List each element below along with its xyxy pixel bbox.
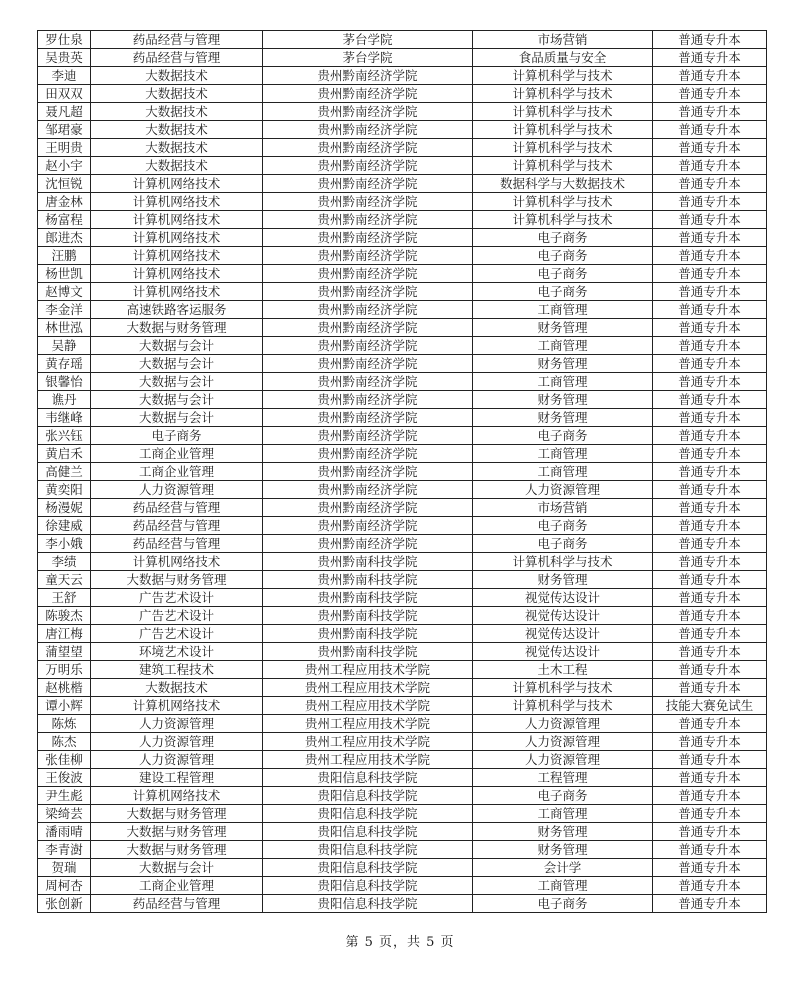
admitted-major-cell: 电子商务 bbox=[473, 517, 653, 535]
admitted-school-cell: 贵州工程应用技术学院 bbox=[263, 733, 473, 751]
admitted-school-cell: 贵州黔南科技学院 bbox=[263, 553, 473, 571]
student-name-cell: 聂凡超 bbox=[38, 103, 91, 121]
admission-type-cell: 普通专升本 bbox=[653, 139, 767, 157]
original-major-cell: 广告艺术设计 bbox=[91, 589, 263, 607]
admitted-school-cell: 贵阳信息科技学院 bbox=[263, 859, 473, 877]
original-major-cell: 计算机网络技术 bbox=[91, 283, 263, 301]
admitted-school-cell: 贵阳信息科技学院 bbox=[263, 823, 473, 841]
original-major-cell: 环境艺术设计 bbox=[91, 643, 263, 661]
student-name-cell: 李迪 bbox=[38, 67, 91, 85]
admission-type-cell: 普通专升本 bbox=[653, 535, 767, 553]
admitted-major-cell: 市场营销 bbox=[473, 31, 653, 49]
admitted-major-cell: 财务管理 bbox=[473, 841, 653, 859]
student-name-cell: 蒲望望 bbox=[38, 643, 91, 661]
admission-type-cell: 普通专升本 bbox=[653, 427, 767, 445]
admission-type-cell: 普通专升本 bbox=[653, 355, 767, 373]
table-row bbox=[38, 589, 767, 607]
admitted-major-cell: 视觉传达设计 bbox=[473, 643, 653, 661]
student-name-cell: 李小娥 bbox=[38, 535, 91, 553]
admitted-school-cell: 贵州黔南经济学院 bbox=[263, 121, 473, 139]
admitted-school-cell: 贵州黔南经济学院 bbox=[263, 391, 473, 409]
original-major-cell: 建设工程管理 bbox=[91, 769, 263, 787]
admitted-school-cell: 贵阳信息科技学院 bbox=[263, 787, 473, 805]
table-row bbox=[38, 85, 767, 103]
table-row bbox=[38, 823, 767, 841]
admission-type-cell: 普通专升本 bbox=[653, 31, 767, 49]
admission-type-cell: 普通专升本 bbox=[653, 625, 767, 643]
table-row bbox=[38, 373, 767, 391]
student-name-cell: 徐建威 bbox=[38, 517, 91, 535]
admission-type-cell: 普通专升本 bbox=[653, 373, 767, 391]
student-name-cell: 张创新 bbox=[38, 895, 91, 913]
student-name-cell: 黄奕阳 bbox=[38, 481, 91, 499]
admission-type-cell: 普通专升本 bbox=[653, 823, 767, 841]
table-row bbox=[38, 805, 767, 823]
table-row bbox=[38, 211, 767, 229]
original-major-cell: 计算机网络技术 bbox=[91, 211, 263, 229]
table-row bbox=[38, 553, 767, 571]
original-major-cell: 大数据与财务管理 bbox=[91, 805, 263, 823]
admitted-school-cell: 贵州黔南经济学院 bbox=[263, 139, 473, 157]
table-row bbox=[38, 697, 767, 715]
admitted-school-cell: 贵州黔南经济学院 bbox=[263, 175, 473, 193]
admitted-school-cell: 贵州黔南经济学院 bbox=[263, 247, 473, 265]
admission-type-cell: 普通专升本 bbox=[653, 589, 767, 607]
original-major-cell: 大数据与会计 bbox=[91, 337, 263, 355]
admitted-major-cell: 电子商务 bbox=[473, 283, 653, 301]
admitted-major-cell: 工商管理 bbox=[473, 877, 653, 895]
admitted-major-cell: 视觉传达设计 bbox=[473, 607, 653, 625]
admitted-major-cell: 人力资源管理 bbox=[473, 733, 653, 751]
original-major-cell: 大数据与会计 bbox=[91, 859, 263, 877]
original-major-cell: 人力资源管理 bbox=[91, 733, 263, 751]
table-row bbox=[38, 499, 767, 517]
admitted-school-cell: 贵州黔南经济学院 bbox=[263, 229, 473, 247]
student-name-cell: 谯丹 bbox=[38, 391, 91, 409]
student-name-cell: 张佳柳 bbox=[38, 751, 91, 769]
admitted-major-cell: 工程管理 bbox=[473, 769, 653, 787]
admitted-school-cell: 贵阳信息科技学院 bbox=[263, 805, 473, 823]
admitted-major-cell: 计算机科学与技术 bbox=[473, 67, 653, 85]
table-row bbox=[38, 535, 767, 553]
admitted-school-cell: 贵州工程应用技术学院 bbox=[263, 679, 473, 697]
original-major-cell: 大数据与会计 bbox=[91, 355, 263, 373]
admitted-school-cell: 贵州黔南经济学院 bbox=[263, 427, 473, 445]
admission-type-cell: 普通专升本 bbox=[653, 229, 767, 247]
table-row bbox=[38, 247, 767, 265]
admitted-major-cell: 工商管理 bbox=[473, 373, 653, 391]
admission-type-cell: 普通专升本 bbox=[653, 733, 767, 751]
original-major-cell: 大数据与财务管理 bbox=[91, 841, 263, 859]
original-major-cell: 建筑工程技术 bbox=[91, 661, 263, 679]
admitted-major-cell: 电子商务 bbox=[473, 895, 653, 913]
table-row bbox=[38, 193, 767, 211]
original-major-cell: 大数据与财务管理 bbox=[91, 319, 263, 337]
admitted-school-cell: 贵州黔南经济学院 bbox=[263, 409, 473, 427]
original-major-cell: 广告艺术设计 bbox=[91, 607, 263, 625]
student-name-cell: 吴静 bbox=[38, 337, 91, 355]
student-name-cell: 韦继峰 bbox=[38, 409, 91, 427]
student-name-cell: 李绩 bbox=[38, 553, 91, 571]
admission-type-cell: 普通专升本 bbox=[653, 571, 767, 589]
table-row bbox=[38, 337, 767, 355]
admitted-school-cell: 贵州黔南经济学院 bbox=[263, 337, 473, 355]
admitted-school-cell: 贵州黔南经济学院 bbox=[263, 301, 473, 319]
admitted-major-cell: 工商管理 bbox=[473, 301, 653, 319]
admitted-major-cell: 计算机科学与技术 bbox=[473, 697, 653, 715]
original-major-cell: 药品经营与管理 bbox=[91, 499, 263, 517]
admitted-major-cell: 数据科学与大数据技术 bbox=[473, 175, 653, 193]
table-row bbox=[38, 157, 767, 175]
admission-type-cell: 普通专升本 bbox=[653, 103, 767, 121]
admission-type-cell: 普通专升本 bbox=[653, 553, 767, 571]
admission-type-cell: 普通专升本 bbox=[653, 679, 767, 697]
page-footer: 第 5 页，共 5 页 bbox=[345, 935, 455, 950]
admitted-school-cell: 贵州黔南经济学院 bbox=[263, 265, 473, 283]
original-major-cell: 人力资源管理 bbox=[91, 715, 263, 733]
admission-type-cell: 普通专升本 bbox=[653, 859, 767, 877]
admission-type-cell: 普通专升本 bbox=[653, 661, 767, 679]
admission-type-cell: 普通专升本 bbox=[653, 607, 767, 625]
original-major-cell: 药品经营与管理 bbox=[91, 49, 263, 67]
admitted-major-cell: 计算机科学与技术 bbox=[473, 85, 653, 103]
admitted-school-cell: 贵州工程应用技术学院 bbox=[263, 715, 473, 733]
student-name-cell: 黄存瑶 bbox=[38, 355, 91, 373]
student-name-cell: 唐江梅 bbox=[38, 625, 91, 643]
table-row bbox=[38, 715, 767, 733]
admission-type-cell: 普通专升本 bbox=[653, 283, 767, 301]
admitted-school-cell: 贵州工程应用技术学院 bbox=[263, 697, 473, 715]
admitted-major-cell: 财务管理 bbox=[473, 391, 653, 409]
student-name-cell: 唐金林 bbox=[38, 193, 91, 211]
admission-type-cell: 普通专升本 bbox=[653, 319, 767, 337]
table-row bbox=[38, 301, 767, 319]
admission-type-cell: 普通专升本 bbox=[653, 409, 767, 427]
student-name-cell: 杨世凯 bbox=[38, 265, 91, 283]
admitted-major-cell: 计算机科学与技术 bbox=[473, 679, 653, 697]
table-row bbox=[38, 427, 767, 445]
admitted-major-cell: 电子商务 bbox=[473, 247, 653, 265]
original-major-cell: 大数据技术 bbox=[91, 139, 263, 157]
admitted-school-cell: 贵阳信息科技学院 bbox=[263, 769, 473, 787]
admitted-school-cell: 贵州黔南经济学院 bbox=[263, 463, 473, 481]
student-name-cell: 尹生彪 bbox=[38, 787, 91, 805]
table-row bbox=[38, 463, 767, 481]
admitted-major-cell: 人力资源管理 bbox=[473, 751, 653, 769]
admission-type-cell: 普通专升本 bbox=[653, 445, 767, 463]
student-name-cell: 吴贵英 bbox=[38, 49, 91, 67]
admitted-school-cell: 贵州黔南经济学院 bbox=[263, 481, 473, 499]
admitted-major-cell: 电子商务 bbox=[473, 265, 653, 283]
admission-type-cell: 普通专升本 bbox=[653, 175, 767, 193]
table-row bbox=[38, 733, 767, 751]
table-row bbox=[38, 787, 767, 805]
student-name-cell: 王舒 bbox=[38, 589, 91, 607]
admitted-school-cell: 贵阳信息科技学院 bbox=[263, 895, 473, 913]
student-name-cell: 梁绮芸 bbox=[38, 805, 91, 823]
admitted-school-cell: 贵阳信息科技学院 bbox=[263, 877, 473, 895]
admitted-school-cell: 贵州黔南经济学院 bbox=[263, 85, 473, 103]
admission-type-cell: 普通专升本 bbox=[653, 301, 767, 319]
original-major-cell: 大数据技术 bbox=[91, 67, 263, 85]
student-name-cell: 李青澍 bbox=[38, 841, 91, 859]
original-major-cell: 大数据技术 bbox=[91, 85, 263, 103]
admitted-major-cell: 计算机科学与技术 bbox=[473, 121, 653, 139]
admitted-school-cell: 贵州黔南经济学院 bbox=[263, 355, 473, 373]
admission-type-cell: 普通专升本 bbox=[653, 337, 767, 355]
original-major-cell: 大数据与财务管理 bbox=[91, 571, 263, 589]
admission-type-cell: 普通专升本 bbox=[653, 877, 767, 895]
original-major-cell: 药品经营与管理 bbox=[91, 517, 263, 535]
table-row bbox=[38, 571, 767, 589]
admitted-major-cell: 工商管理 bbox=[473, 463, 653, 481]
original-major-cell: 大数据与会计 bbox=[91, 391, 263, 409]
admitted-school-cell: 贵州黔南科技学院 bbox=[263, 589, 473, 607]
admitted-major-cell: 工商管理 bbox=[473, 805, 653, 823]
admitted-school-cell: 贵州黔南经济学院 bbox=[263, 517, 473, 535]
admitted-school-cell: 贵州工程应用技术学院 bbox=[263, 751, 473, 769]
student-name-cell: 张兴钰 bbox=[38, 427, 91, 445]
table-row bbox=[38, 319, 767, 337]
admission-type-cell: 普通专升本 bbox=[653, 787, 767, 805]
table-row bbox=[38, 409, 767, 427]
admission-type-cell: 普通专升本 bbox=[653, 499, 767, 517]
table-row bbox=[38, 841, 767, 859]
student-name-cell: 王明贵 bbox=[38, 139, 91, 157]
original-major-cell: 人力资源管理 bbox=[91, 751, 263, 769]
admitted-school-cell: 贵州黔南经济学院 bbox=[263, 67, 473, 85]
table-row bbox=[38, 283, 767, 301]
student-name-cell: 郎进杰 bbox=[38, 229, 91, 247]
table-row bbox=[38, 769, 767, 787]
admission-type-cell: 普通专升本 bbox=[653, 805, 767, 823]
admission-type-cell: 普通专升本 bbox=[653, 895, 767, 913]
table-row bbox=[38, 877, 767, 895]
student-name-cell: 陈炼 bbox=[38, 715, 91, 733]
admitted-major-cell: 财务管理 bbox=[473, 355, 653, 373]
admission-type-cell: 普通专升本 bbox=[653, 157, 767, 175]
original-major-cell: 药品经营与管理 bbox=[91, 31, 263, 49]
original-major-cell: 广告艺术设计 bbox=[91, 625, 263, 643]
admission-type-cell: 普通专升本 bbox=[653, 751, 767, 769]
table-row bbox=[38, 751, 767, 769]
student-name-cell: 赵小宇 bbox=[38, 157, 91, 175]
original-major-cell: 药品经营与管理 bbox=[91, 895, 263, 913]
table-row bbox=[38, 31, 767, 49]
admitted-major-cell: 财务管理 bbox=[473, 571, 653, 589]
admitted-school-cell: 贵州黔南经济学院 bbox=[263, 499, 473, 517]
table-row bbox=[38, 661, 767, 679]
original-major-cell: 大数据技术 bbox=[91, 121, 263, 139]
original-major-cell: 大数据与会计 bbox=[91, 373, 263, 391]
student-name-cell: 陈杰 bbox=[38, 733, 91, 751]
admitted-major-cell: 视觉传达设计 bbox=[473, 625, 653, 643]
original-major-cell: 高速铁路客运服务 bbox=[91, 301, 263, 319]
admitted-major-cell: 食品质量与安全 bbox=[473, 49, 653, 67]
admitted-school-cell: 贵州黔南经济学院 bbox=[263, 283, 473, 301]
admission-type-cell: 普通专升本 bbox=[653, 841, 767, 859]
admitted-major-cell: 电子商务 bbox=[473, 535, 653, 553]
admission-type-cell: 普通专升本 bbox=[653, 265, 767, 283]
student-name-cell: 周柯杏 bbox=[38, 877, 91, 895]
admission-type-cell: 普通专升本 bbox=[653, 643, 767, 661]
admitted-school-cell: 贵阳信息科技学院 bbox=[263, 841, 473, 859]
admitted-major-cell: 电子商务 bbox=[473, 787, 653, 805]
admitted-major-cell: 财务管理 bbox=[473, 823, 653, 841]
admitted-school-cell: 贵州工程应用技术学院 bbox=[263, 661, 473, 679]
admitted-major-cell: 人力资源管理 bbox=[473, 715, 653, 733]
admission-type-cell: 普通专升本 bbox=[653, 517, 767, 535]
original-major-cell: 大数据与财务管理 bbox=[91, 823, 263, 841]
admitted-school-cell: 贵州黔南经济学院 bbox=[263, 445, 473, 463]
admitted-school-cell: 贵州黔南经济学院 bbox=[263, 193, 473, 211]
original-major-cell: 计算机网络技术 bbox=[91, 553, 263, 571]
admitted-major-cell: 人力资源管理 bbox=[473, 481, 653, 499]
original-major-cell: 计算机网络技术 bbox=[91, 247, 263, 265]
table-row bbox=[38, 175, 767, 193]
student-name-cell: 银馨怡 bbox=[38, 373, 91, 391]
table-row bbox=[38, 121, 767, 139]
student-name-cell: 赵桃楷 bbox=[38, 679, 91, 697]
admitted-school-cell: 贵州黔南科技学院 bbox=[263, 643, 473, 661]
original-major-cell: 大数据与会计 bbox=[91, 409, 263, 427]
student-name-cell: 罗仕泉 bbox=[38, 31, 91, 49]
table-row bbox=[38, 859, 767, 877]
table-row bbox=[38, 49, 767, 67]
original-major-cell: 计算机网络技术 bbox=[91, 175, 263, 193]
original-major-cell: 药品经营与管理 bbox=[91, 535, 263, 553]
admitted-school-cell: 茅台学院 bbox=[263, 31, 473, 49]
table-row bbox=[38, 607, 767, 625]
table-row bbox=[38, 229, 767, 247]
original-major-cell: 工商企业管理 bbox=[91, 877, 263, 895]
student-name-cell: 林世泓 bbox=[38, 319, 91, 337]
table-row bbox=[38, 445, 767, 463]
original-major-cell: 计算机网络技术 bbox=[91, 787, 263, 805]
admitted-major-cell: 会计学 bbox=[473, 859, 653, 877]
table-row bbox=[38, 391, 767, 409]
admission-type-cell: 普通专升本 bbox=[653, 247, 767, 265]
student-name-cell: 邹珺豪 bbox=[38, 121, 91, 139]
table-row bbox=[38, 895, 767, 913]
admitted-major-cell: 电子商务 bbox=[473, 229, 653, 247]
original-major-cell: 计算机网络技术 bbox=[91, 697, 263, 715]
student-name-cell: 杨漫妮 bbox=[38, 499, 91, 517]
admitted-major-cell: 财务管理 bbox=[473, 409, 653, 427]
table-row bbox=[38, 517, 767, 535]
admitted-major-cell: 视觉传达设计 bbox=[473, 589, 653, 607]
table-row bbox=[38, 625, 767, 643]
admitted-school-cell: 贵州黔南经济学院 bbox=[263, 157, 473, 175]
student-name-cell: 谭小辉 bbox=[38, 697, 91, 715]
admission-type-cell: 普通专升本 bbox=[653, 715, 767, 733]
admission-type-cell: 普通专升本 bbox=[653, 193, 767, 211]
admission-type-cell: 普通专升本 bbox=[653, 463, 767, 481]
admission-type-cell: 技能大赛免试生 bbox=[653, 697, 767, 715]
table-row bbox=[38, 679, 767, 697]
admission-type-cell: 普通专升本 bbox=[653, 391, 767, 409]
admitted-major-cell: 计算机科学与技术 bbox=[473, 211, 653, 229]
admitted-school-cell: 贵州黔南科技学院 bbox=[263, 625, 473, 643]
admitted-major-cell: 计算机科学与技术 bbox=[473, 193, 653, 211]
admitted-school-cell: 贵州黔南科技学院 bbox=[263, 607, 473, 625]
student-name-cell: 童天云 bbox=[38, 571, 91, 589]
original-major-cell: 工商企业管理 bbox=[91, 445, 263, 463]
admission-roster-table bbox=[37, 30, 767, 913]
admitted-major-cell: 计算机科学与技术 bbox=[473, 157, 653, 175]
admission-type-cell: 普通专升本 bbox=[653, 49, 767, 67]
admitted-school-cell: 贵州黔南经济学院 bbox=[263, 373, 473, 391]
admission-type-cell: 普通专升本 bbox=[653, 85, 767, 103]
original-major-cell: 人力资源管理 bbox=[91, 481, 263, 499]
admission-type-cell: 普通专升本 bbox=[653, 481, 767, 499]
original-major-cell: 电子商务 bbox=[91, 427, 263, 445]
admitted-school-cell: 贵州黔南经济学院 bbox=[263, 319, 473, 337]
admitted-school-cell: 贵州黔南科技学院 bbox=[263, 571, 473, 589]
original-major-cell: 计算机网络技术 bbox=[91, 229, 263, 247]
admitted-major-cell: 土木工程 bbox=[473, 661, 653, 679]
student-name-cell: 杨富程 bbox=[38, 211, 91, 229]
admitted-major-cell: 工商管理 bbox=[473, 445, 653, 463]
admitted-major-cell: 财务管理 bbox=[473, 319, 653, 337]
table-row bbox=[38, 139, 767, 157]
student-name-cell: 贺瑞 bbox=[38, 859, 91, 877]
original-major-cell: 计算机网络技术 bbox=[91, 193, 263, 211]
admitted-major-cell: 计算机科学与技术 bbox=[473, 103, 653, 121]
admitted-school-cell: 贵州黔南经济学院 bbox=[263, 211, 473, 229]
table-row bbox=[38, 355, 767, 373]
table-row bbox=[38, 481, 767, 499]
admitted-major-cell: 计算机科学与技术 bbox=[473, 553, 653, 571]
original-major-cell: 大数据技术 bbox=[91, 157, 263, 175]
student-name-cell: 潘雨晴 bbox=[38, 823, 91, 841]
table-row bbox=[38, 265, 767, 283]
admitted-major-cell: 工商管理 bbox=[473, 337, 653, 355]
original-major-cell: 工商企业管理 bbox=[91, 463, 263, 481]
admitted-school-cell: 贵州黔南经济学院 bbox=[263, 103, 473, 121]
student-name-cell: 汪鹏 bbox=[38, 247, 91, 265]
admitted-school-cell: 贵州黔南经济学院 bbox=[263, 535, 473, 553]
roster-body bbox=[38, 31, 767, 913]
student-name-cell: 田双双 bbox=[38, 85, 91, 103]
table-row bbox=[38, 67, 767, 85]
student-name-cell: 高健兰 bbox=[38, 463, 91, 481]
original-major-cell: 大数据技术 bbox=[91, 103, 263, 121]
original-major-cell: 计算机网络技术 bbox=[91, 265, 263, 283]
student-name-cell: 黄启禾 bbox=[38, 445, 91, 463]
admitted-school-cell: 茅台学院 bbox=[263, 49, 473, 67]
student-name-cell: 沈恒锐 bbox=[38, 175, 91, 193]
admission-type-cell: 普通专升本 bbox=[653, 769, 767, 787]
table-row bbox=[38, 643, 767, 661]
original-major-cell: 大数据技术 bbox=[91, 679, 263, 697]
student-name-cell: 万明乐 bbox=[38, 661, 91, 679]
table-row bbox=[38, 103, 767, 121]
admitted-major-cell: 电子商务 bbox=[473, 427, 653, 445]
student-name-cell: 王俊波 bbox=[38, 769, 91, 787]
admitted-major-cell: 市场营销 bbox=[473, 499, 653, 517]
student-name-cell: 赵博文 bbox=[38, 283, 91, 301]
student-name-cell: 陈骏杰 bbox=[38, 607, 91, 625]
student-name-cell: 李金洋 bbox=[38, 301, 91, 319]
admission-type-cell: 普通专升本 bbox=[653, 67, 767, 85]
admission-type-cell: 普通专升本 bbox=[653, 121, 767, 139]
admission-roster-sheet bbox=[37, 30, 766, 913]
admission-type-cell: 普通专升本 bbox=[653, 211, 767, 229]
admitted-major-cell: 计算机科学与技术 bbox=[473, 139, 653, 157]
